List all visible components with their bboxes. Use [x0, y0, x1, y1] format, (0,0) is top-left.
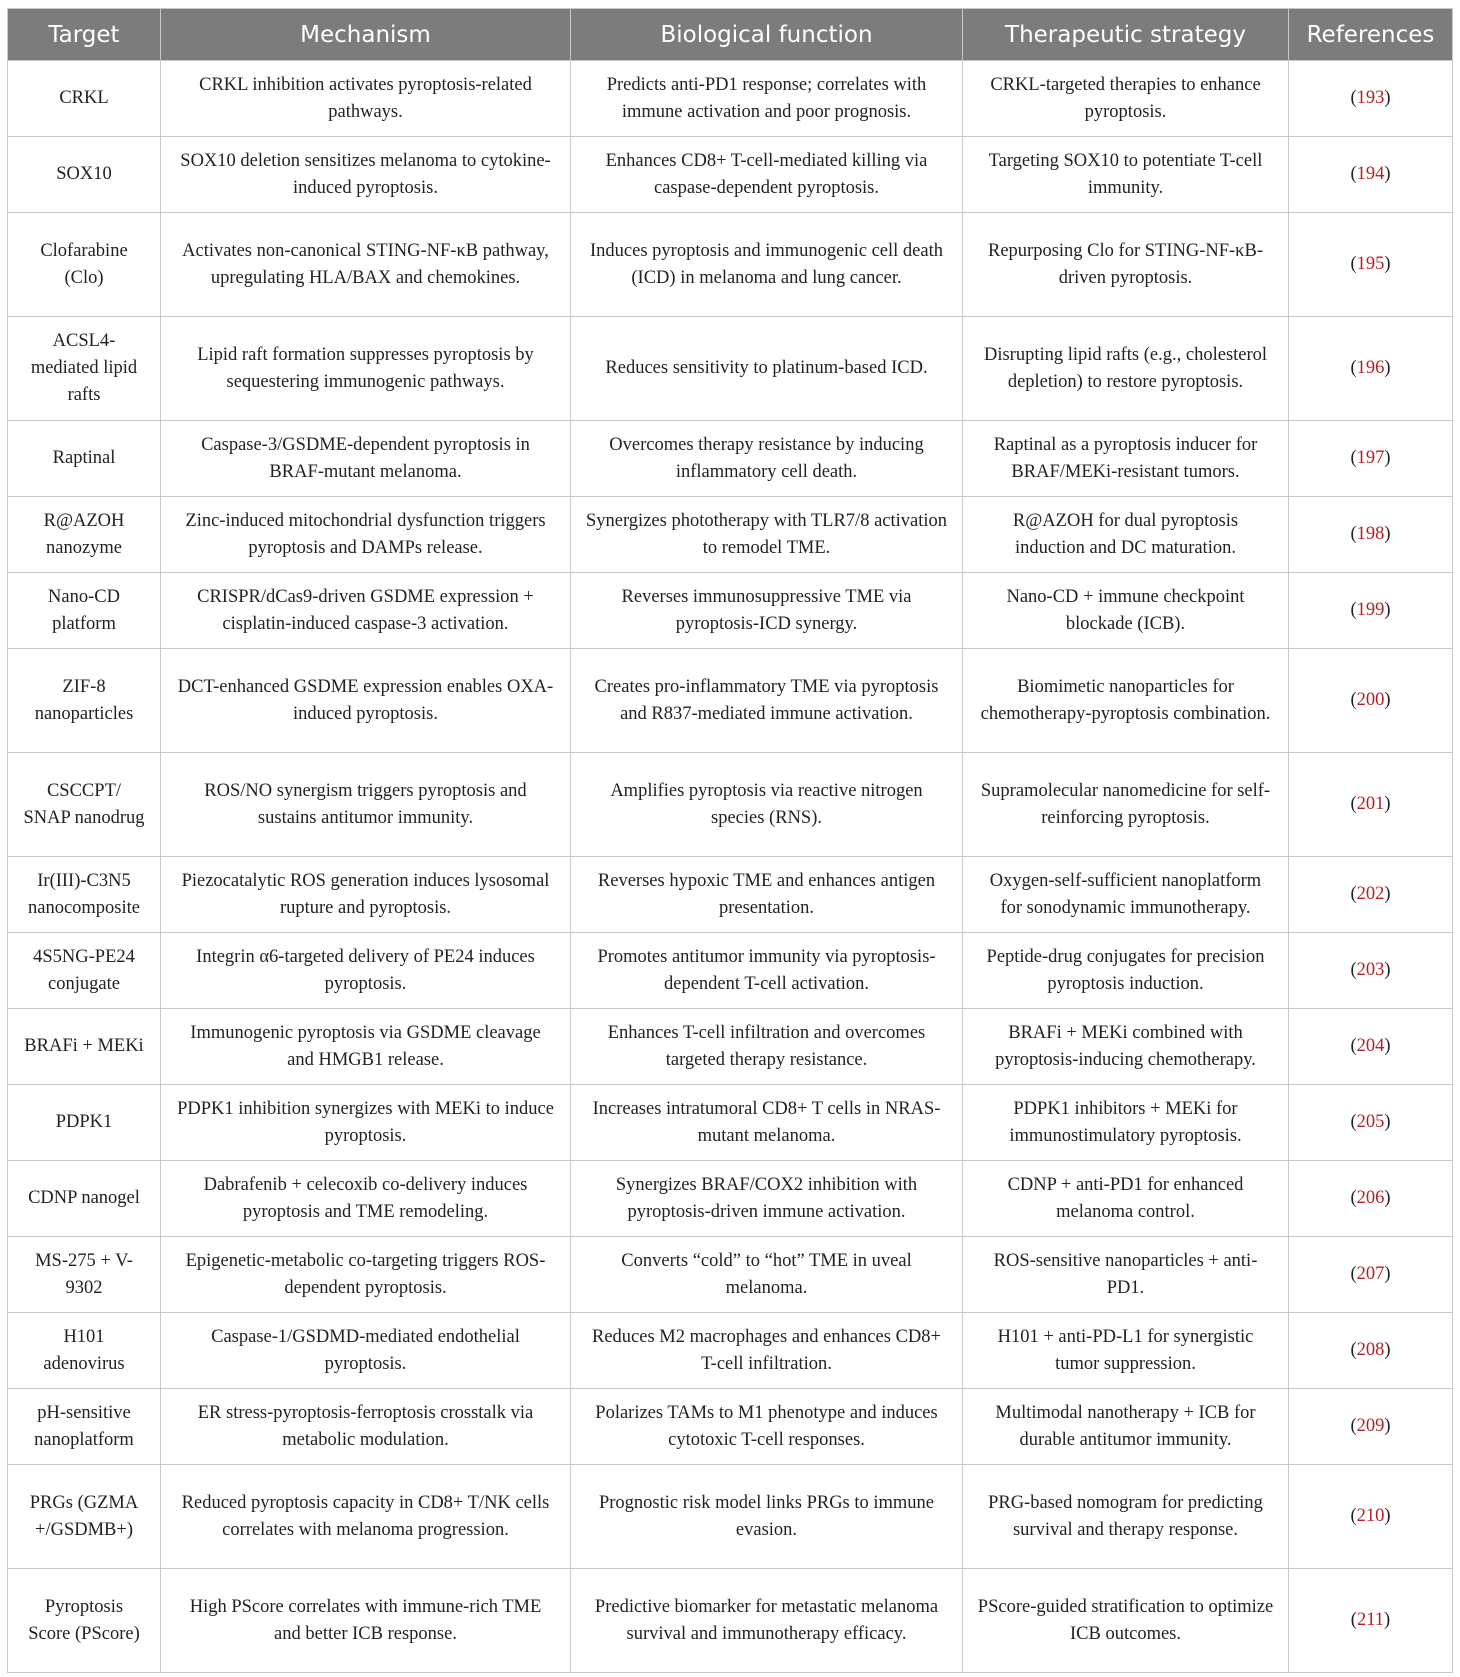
target-cell: H101 adenovirus [8, 1313, 161, 1389]
table-row [8, 1009, 1453, 1085]
reference-cell: (208) [1289, 1313, 1453, 1389]
mechanism-cell: Epigenetic-metabolic co-targeting triggers ROS-dependent pyroptosis. [161, 1237, 571, 1313]
reference-cell: (196) [1289, 317, 1453, 421]
target-cell: 4S5NG-PE24 conjugate [8, 933, 161, 1009]
biological-function-cell: Converts “cold” to “hot” TME in uveal melanoma. [571, 1237, 963, 1313]
target-cell: ZIF-8 nanoparticles [8, 649, 161, 753]
reference-cell: (198) [1289, 497, 1453, 573]
reference-link[interactable]: 203 [1356, 960, 1385, 980]
reference-link[interactable]: 206 [1356, 1188, 1385, 1208]
therapeutic-strategy-cell: Oxygen-self-sufficient nanoplatform for sonodynamic immunotherapy. [963, 857, 1289, 933]
therapeutic-strategy-cell: PScore-guided stratification to optimize ICB outcomes. [963, 1569, 1289, 1673]
mechanism-cell: ER stress-pyroptosis-ferroptosis crosstalk via metabolic modulation. [161, 1389, 571, 1465]
reference-link[interactable]: 194 [1356, 164, 1385, 184]
mechanism-cell: High PScore correlates with immune-rich TME and better ICB response. [161, 1569, 571, 1673]
reference-link[interactable]: 205 [1356, 1112, 1385, 1132]
header-references: References [1289, 9, 1453, 61]
reference-link[interactable]: 199 [1356, 600, 1385, 620]
target-cell: CRKL [8, 61, 161, 137]
reference-link[interactable]: 197 [1356, 448, 1385, 468]
mechanism-cell: Lipid raft formation suppresses pyroptosis by sequestering immunogenic pathways. [161, 317, 571, 421]
table-row [8, 1465, 1453, 1569]
target-cell: SOX10 [8, 137, 161, 213]
reference-link[interactable]: 209 [1356, 1416, 1385, 1436]
table-row [8, 1237, 1453, 1313]
reference-link[interactable]: 211 [1356, 1610, 1385, 1630]
table-row [8, 317, 1453, 421]
target-cell: Ir(III)-C3N5 nanocomposite [8, 857, 161, 933]
mechanism-cell: Integrin α6-targeted delivery of PE24 induces pyroptosis. [161, 933, 571, 1009]
target-cell: PDPK1 [8, 1085, 161, 1161]
table-row [8, 1161, 1453, 1237]
therapeutic-strategy-cell: CDNP + anti-PD1 for enhanced melanoma control. [963, 1161, 1289, 1237]
mechanism-cell: CRISPR/dCas9-driven GSDME expression + cisplatin-induced caspase-3 activation. [161, 573, 571, 649]
therapeutic-strategy-cell: PDPK1 inhibitors + MEKi for immunostimulatory pyroptosis. [963, 1085, 1289, 1161]
mechanism-cell: Dabrafenib + celecoxib co-delivery induces pyroptosis and TME remodeling. [161, 1161, 571, 1237]
mechanism-cell: DCT-enhanced GSDME expression enables OXA-induced pyroptosis. [161, 649, 571, 753]
reference-link[interactable]: 198 [1356, 524, 1385, 544]
reference-link[interactable]: 208 [1356, 1340, 1385, 1360]
therapeutic-strategy-cell: ROS-sensitive nanoparticles + anti-PD1. [963, 1237, 1289, 1313]
table-row [8, 753, 1453, 857]
therapeutic-strategy-cell: BRAFi + MEKi combined with pyroptosis-inducing chemotherapy. [963, 1009, 1289, 1085]
mechanism-cell: Caspase-3/GSDME-dependent pyroptosis in BRAF-mutant melanoma. [161, 421, 571, 497]
table-row [8, 421, 1453, 497]
therapeutic-strategy-cell: Biomimetic nanoparticles for chemotherapy-pyroptosis combination. [963, 649, 1289, 753]
table-row [8, 1085, 1453, 1161]
biological-function-cell: Creates pro-inflammatory TME via pyroptosis and R837-mediated immune activation. [571, 649, 963, 753]
target-cell: PRGs (GZMA +/GSDMB+) [8, 1465, 161, 1569]
table-row [8, 213, 1453, 317]
biological-function-cell: Predicts anti-PD1 response; correlates with immune activation and poor prognosis. [571, 61, 963, 137]
biological-function-cell: Reverses immunosuppressive TME via pyroptosis-ICD synergy. [571, 573, 963, 649]
therapeutic-strategy-cell: Disrupting lipid rafts (e.g., cholesterol depletion) to restore pyroptosis. [963, 317, 1289, 421]
biological-function-cell: Amplifies pyroptosis via reactive nitrogen species (RNS). [571, 753, 963, 857]
target-cell: MS-275 + V-9302 [8, 1237, 161, 1313]
biological-function-cell: Prognostic risk model links PRGs to immune evasion. [571, 1465, 963, 1569]
reference-link[interactable]: 202 [1356, 884, 1385, 904]
header-row [8, 9, 1453, 61]
mechanism-cell: Immunogenic pyroptosis via GSDME cleavage and HMGB1 release. [161, 1009, 571, 1085]
header-target: Target [8, 9, 161, 61]
reference-cell: (193) [1289, 61, 1453, 137]
mechanism-cell: ROS/NO synergism triggers pyroptosis and sustains antitumor immunity. [161, 753, 571, 857]
biological-function-cell: Polarizes TAMs to M1 phenotype and induces cytotoxic T-cell responses. [571, 1389, 963, 1465]
reference-cell: (201) [1289, 753, 1453, 857]
reference-cell: (195) [1289, 213, 1453, 317]
reference-link[interactable]: 200 [1356, 690, 1385, 710]
table-row [8, 497, 1453, 573]
therapeutic-targets-table [7, 8, 1453, 1673]
target-cell: Nano-CD platform [8, 573, 161, 649]
reference-cell: (207) [1289, 1237, 1453, 1313]
header-therapeutic-strategy: Therapeutic strategy [963, 9, 1289, 61]
therapeutic-strategy-cell: Multimodal nanotherapy + ICB for durable antitumor immunity. [963, 1389, 1289, 1465]
target-cell: ACSL4-mediated lipid rafts [8, 317, 161, 421]
therapeutic-strategy-cell: Peptide-drug conjugates for precision pyroptosis induction. [963, 933, 1289, 1009]
header-biological-function: Biological function [571, 9, 963, 61]
reference-cell: (206) [1289, 1161, 1453, 1237]
mechanism-cell: Zinc-induced mitochondrial dysfunction triggers pyroptosis and DAMPs release. [161, 497, 571, 573]
mechanism-cell: Caspase-1/GSDMD-mediated endothelial pyroptosis. [161, 1313, 571, 1389]
mechanism-cell: PDPK1 inhibition synergizes with MEKi to induce pyroptosis. [161, 1085, 571, 1161]
header-mechanism: Mechanism [161, 9, 571, 61]
table-row [8, 61, 1453, 137]
reference-cell: (203) [1289, 933, 1453, 1009]
therapeutic-strategy-cell: PRG-based nomogram for predicting survival and therapy response. [963, 1465, 1289, 1569]
mechanism-cell: CRKL inhibition activates pyroptosis-related pathways. [161, 61, 571, 137]
therapeutic-strategy-cell: Supramolecular nanomedicine for self-reinforcing pyroptosis. [963, 753, 1289, 857]
biological-function-cell: Increases intratumoral CD8+ T cells in NRAS-mutant melanoma. [571, 1085, 963, 1161]
table-row [8, 1313, 1453, 1389]
biological-function-cell: Reduces sensitivity to platinum-based ICD. [571, 317, 963, 421]
biological-function-cell: Reduces M2 macrophages and enhances CD8+ T-cell infiltration. [571, 1313, 963, 1389]
table-row [8, 137, 1453, 213]
mechanism-cell: Piezocatalytic ROS generation induces lysosomal rupture and pyroptosis. [161, 857, 571, 933]
biological-function-cell: Promotes antitumor immunity via pyroptosis-dependent T-cell activation. [571, 933, 963, 1009]
biological-function-cell: Induces pyroptosis and immunogenic cell death (ICD) in melanoma and lung cancer. [571, 213, 963, 317]
reference-cell: (202) [1289, 857, 1453, 933]
biological-function-cell: Enhances T-cell infiltration and overcomes targeted therapy resistance. [571, 1009, 963, 1085]
therapeutic-strategy-cell: Nano-CD + immune checkpoint blockade (ICB). [963, 573, 1289, 649]
reference-cell: (199) [1289, 573, 1453, 649]
target-cell: Raptinal [8, 421, 161, 497]
table-row [8, 933, 1453, 1009]
reference-cell: (209) [1289, 1389, 1453, 1465]
reference-cell: (205) [1289, 1085, 1453, 1161]
reference-link[interactable]: 201 [1356, 794, 1385, 814]
table-row [8, 649, 1453, 753]
reference-link[interactable]: 204 [1356, 1036, 1385, 1056]
target-cell: Pyroptosis Score (PScore) [8, 1569, 161, 1673]
reference-cell: (210) [1289, 1465, 1453, 1569]
reference-link[interactable]: 195 [1356, 254, 1385, 274]
therapeutic-strategy-cell: H101 + anti-PD-L1 for synergistic tumor suppression. [963, 1313, 1289, 1389]
target-cell: BRAFi + MEKi [8, 1009, 161, 1085]
mechanism-cell: Reduced pyroptosis capacity in CD8+ T/NK cells correlates with melanoma progression. [161, 1465, 571, 1569]
reference-cell: (197) [1289, 421, 1453, 497]
table-row [8, 1389, 1453, 1465]
mechanism-cell: Activates non-canonical STING-NF-κB pathway, upregulating HLA/BAX and chemokines. [161, 213, 571, 317]
biological-function-cell: Synergizes BRAF/COX2 inhibition with pyroptosis-driven immune activation. [571, 1161, 963, 1237]
therapeutic-strategy-cell: Targeting SOX10 to potentiate T-cell immunity. [963, 137, 1289, 213]
target-cell: pH-sensitive nanoplatform [8, 1389, 161, 1465]
reference-cell: (211) [1289, 1569, 1453, 1673]
reference-cell: (204) [1289, 1009, 1453, 1085]
target-cell: R@AZOH nanozyme [8, 497, 161, 573]
table-row [8, 857, 1453, 933]
biological-function-cell: Enhances CD8+ T-cell-mediated killing via caspase-dependent pyroptosis. [571, 137, 963, 213]
therapeutic-strategy-cell: Raptinal as a pyroptosis inducer for BRAF/MEKi-resistant tumors. [963, 421, 1289, 497]
biological-function-cell: Reverses hypoxic TME and enhances antigen presentation. [571, 857, 963, 933]
biological-function-cell: Synergizes phototherapy with TLR7/8 activation to remodel TME. [571, 497, 963, 573]
target-cell: CSCCPT/ SNAP nanodrug [8, 753, 161, 857]
reference-link[interactable]: 193 [1356, 88, 1385, 108]
reference-link[interactable]: 196 [1356, 358, 1385, 378]
reference-cell: (200) [1289, 649, 1453, 753]
target-cell: CDNP nanogel [8, 1161, 161, 1237]
reference-cell: (194) [1289, 137, 1453, 213]
target-cell: Clofarabine (Clo) [8, 213, 161, 317]
table-row [8, 573, 1453, 649]
table-row [8, 1569, 1453, 1673]
biological-function-cell: Overcomes therapy resistance by inducing inflammatory cell death. [571, 421, 963, 497]
reference-link[interactable]: 207 [1356, 1264, 1385, 1284]
mechanism-cell: SOX10 deletion sensitizes melanoma to cytokine-induced pyroptosis. [161, 137, 571, 213]
therapeutic-strategy-cell: Repurposing Clo for STING-NF-κB-driven pyroptosis. [963, 213, 1289, 317]
biological-function-cell: Predictive biomarker for metastatic melanoma survival and immunotherapy efficacy. [571, 1569, 963, 1673]
therapeutic-strategy-cell: R@AZOH for dual pyroptosis induction and DC maturation. [963, 497, 1289, 573]
reference-link[interactable]: 210 [1356, 1506, 1385, 1526]
therapeutic-strategy-cell: CRKL-targeted therapies to enhance pyroptosis. [963, 61, 1289, 137]
